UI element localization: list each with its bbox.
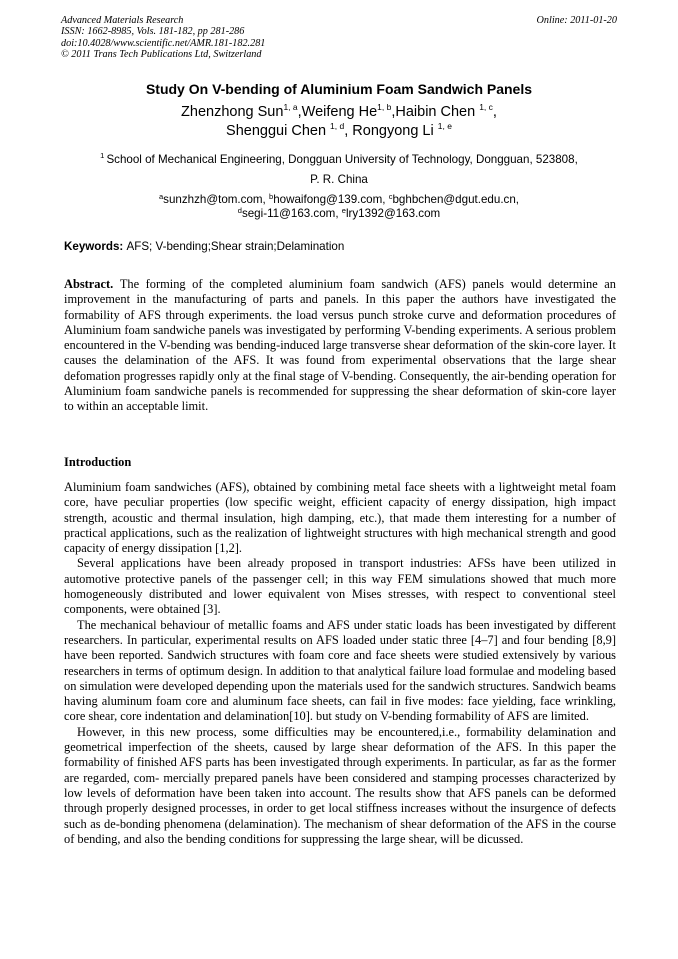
author-affiliation-mark: 1, b <box>377 102 392 112</box>
author-name: Shenggui Chen <box>226 123 331 139</box>
abstract-text: The forming of the completed aluminium foam sandwich (AFS) panels would determine an improvement in the manufacturing of parts and panels. In this paper the authors have investigated the formability of AFS through experiments. the load versus punch stroke curve and deformation procedures of Aluminium foam sandwiche panels was investigated by performing V-bending experiments. A serious problem encountered in the V-bending was bending-induced large transverse shear deformation of the skin-core layer. It causes the delamination of the AFS. It was found from experimental observations that the large shear defomation progresses rapidly only at the final stage of V-bending. Consequently, the air-bending operation for Aluminium foam sandwiche panels is recommended for suppressing the shear deformation of skin-core layer to within an acceptable limit. <box>64 277 616 414</box>
affiliation-mark: 1 <box>100 151 107 160</box>
author-affiliation-mark: 1, a <box>283 102 298 112</box>
paragraph: However, in this new process, some difficulties may be encountered,i.e., formability delamination and geometrical imperfection of the sheets, caused by large shear deformation of the AFS. In this paper the formability of finished AFS parts has been investigated through experiments. In particular, as far as the former are regarded, com- mercially prepared panels have been considered and stamping processes characterized by low levels of deformation have been taken into account. The results show that AFS panels can be deformed through properly designed processes, in order to get local stiffness increases without the insurgence of defects such as de-bonding phenomena (delamination). The mechanism of shear deformation of the AFS in the course of bending, and also the bending conditions for suppressing the large shear, will be dicussed. <box>64 724 616 846</box>
author-affiliation-mark: 1, d <box>330 121 345 131</box>
author-name: Haibin Chen <box>395 104 480 120</box>
abstract-label: Abstract. <box>64 277 120 291</box>
paragraph: Aluminium foam sandwiches (AFS), obtained by combining metal face sheets with a lightweight metal foam core, have peculiar properties (low specific weight, efficient capacity of energy dissipation, high impact strength, acoustic and thermal insulation, high damping, etc.), that made them interesting for a number of practical applications, such as the realization of lightweight structures with high mechanical strength and good capacity of energy dissipation [1,2]. <box>64 480 616 556</box>
email-address: howaifong@139.com, <box>273 193 389 206</box>
author-affiliation-mark: 1, e <box>437 121 452 131</box>
email-address: lry1392@163.com <box>345 206 441 220</box>
section-heading-introduction: Introduction <box>64 455 132 469</box>
affiliation-country: P. R. China <box>310 173 368 186</box>
author-name: Weifeng He <box>301 104 378 120</box>
journal-name: Advanced Materials Research <box>61 15 184 26</box>
paper-title: Study On V-bending of Aluminium Foam Sandwich Panels <box>145 81 533 97</box>
paragraph: Several applications have been already proposed in transport industries: AFSs have been utilized in automotive protective panels of the passenger cell; in this way FEM simulations showed that much more homogeneously distributed and lower equivalent von Mises stresses, with respect to conventional steel components, were obtained [3]. <box>64 556 616 617</box>
affiliation <box>40 150 638 190</box>
copyright-line: © 2011 Trans Tech Publications Ltd, Switzerland <box>61 49 262 61</box>
doi-line: doi:10.4028/www.scientific.net/AMR.181-182.281 <box>61 37 266 49</box>
introduction-body <box>64 480 616 847</box>
email-list <box>0 193 678 220</box>
email-line-2: $^d$segi-11@163.com, $^e$lry1392@163.com <box>237 205 441 220</box>
keywords-text: AFS; V-bending;Shear strain;Delamination <box>126 240 345 253</box>
email-line-1: $^a$sunzhzh@tom.com, $^b$howaifong@139.com, $^c$bghbchen@dgut.edu.cn, <box>158 192 520 206</box>
journal-header <box>61 15 617 61</box>
author-name: Zhenzhong Sun <box>181 104 284 120</box>
abstract <box>64 277 616 415</box>
email-address: segi-11@163.com, <box>241 206 342 220</box>
paragraph: The mechanical behaviour of metallic foams and AFS under static loads has been investigated by different researchers. In particular, experimental results on AFS loaded under static three [4–7] and four bending [8,9] have been reported. Sandwich structures with foam core and face sheets were studied extensively by various researchers in terms of optimum design. In addition to that analytical failure load formulae and modeling based on simulation were developed depending upon the materials used for the sandwich structures. Sandwich beams having aluminum foam core and aluminum face sheets, can fail in five modes: face yielding, face wrinkling, core shear, core indentation and delamination[10]. but study on V-bending formability of AFS are limited. <box>64 617 616 724</box>
affiliation-text: School of Mechanical Engineering, Dongguan University of Technology, Dongguan, 523808, <box>106 153 578 166</box>
author-list <box>0 103 678 141</box>
author-line-2: Shenggui Chen $^{1, d}$, Rongyong Li $^{1, e}$ <box>226 121 452 139</box>
email-address: bghbchen@dgut.edu.cn, <box>392 193 520 206</box>
keywords <box>64 240 617 253</box>
author-line-1: Zhenzhong Sun$^{1, a}$,Weifeng He$^{1, b}$,Haibin Chen $^{1, c}$, <box>181 102 497 120</box>
issn-line: ISSN: 1662-8985, Vols. 181-182, pp 281-286 <box>61 26 245 38</box>
author-name: Rongyong Li <box>352 123 438 139</box>
online-date: Online: 2011-01-20 <box>536 15 617 26</box>
author-affiliation-mark: 1, c <box>479 102 493 112</box>
email-address: sunzhzh@tom.com, <box>163 193 270 206</box>
keywords-label: Keywords: <box>64 240 127 253</box>
